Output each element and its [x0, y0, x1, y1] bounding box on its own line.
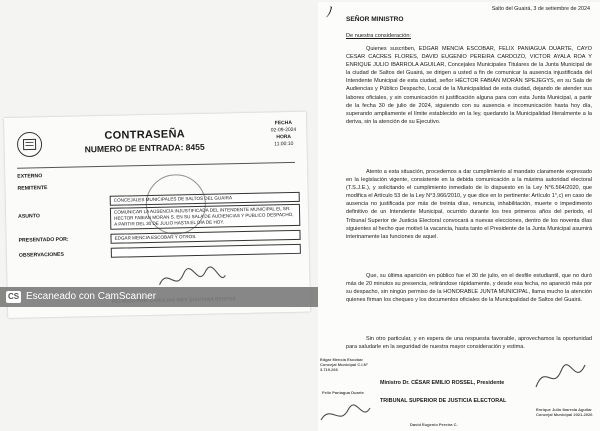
corner-mark: ﾉ — [326, 4, 333, 20]
stamp-right: Enrique Julio Ibarrola Aguilar Concejal Municipal 2021-2026 — [536, 407, 593, 417]
camscanner-logo-icon: CS — [7, 292, 20, 301]
asunto-field: COMUNICAR LA AUSENCIA INJUSTIFICADA DEL INTENDENTE MUNICIPAL EL SR. HECTOR FABIAN MORAN S. EN SU SALA DE AUDIENCIAS Y PUBLICO DESPACHO, A PARTIR DEL 30 DE JULIO HASTA EL DIA DE HOY. — [110, 204, 300, 230]
time-label: HORA — [276, 133, 292, 141]
paragraph-2: Atento a esta situación, procedemos a dar cumplimiento al mandato claramente expresado en la legislación vigente, consistente en la debida comunicación a la máxima autoridad electoral (T.S.J.E.), y solicitando el cumplimiento inmediato de lo dispuesto en la Ley N°6.564/2020, que modifica el Artículo 53 de la Ley N°3.966/2010, y que dice en lo pertinente: Artículo 1°,c) en caso de ausencia no justificada por más de treinta días, renuncia, inhabilitación, muerte o impedimento definitivo de un Intendente Municipal, ocurrido durante los tres primeros años del periodo, el Tribunal Superior de Justicia Electoral convocará a nuevas elecciones, dentro de los noventa días siguientes al hecho que motivó la vacancia, hasta tanto el Presidente de la Junta Municipal asumirá interinamente las funciones de aquel. — [346, 169, 592, 240]
tribunal-name: TRIBUNAL SUPERIOR DE JUSTICIA ELECTORAL — [380, 398, 507, 404]
label-externo: EXTERNO — [17, 173, 43, 180]
receipt-meta — [271, 120, 297, 149]
paragraph-1: Quienes suscriben, EDGAR MENCIA ESCOBAR, FELIX PANIAGUA DUARTE, CAYO CESAR CACRES FLORES, DAVID EUGENIO PEREIRA CARDOZO, VICTOR AYALA ROA Y ENRIQUE JULIO IBARROLA AGUILAR, Concejales Municipales Titulares de la Junta Municipal de la ciudad de Saltos del Guairá, se dirigen a usted a fin de comunicar la ausencia injustificada del Intendente Municipal de esta ciudad, señor HÉCTOR FABIÁN MORÁN SPEJEGYS, en su Sala de Audiencias y Público Despacho, Local de la Municipalidad de esta ciudad, dejando de atender sus labores oficiales, y sin comunicación ni justificación alguna para con esta Junta Municipal, a partir de la fecha 30 de julio de 2024, siguiendo con su ausencia e incomunicación hasta hoy día, superando ampliamente el límite establecido en la ley, quedando la Municipalidad literalmente a la deriva, sin la atención de su Ejecutivo. — [346, 46, 592, 125]
stamp-left: Edgar Mencia Escobar Concejal Municipal C.I.N° 3.719.266 — [320, 357, 369, 372]
place-date: Salto del Guairá, 3 de setiembre de 2024 — [491, 6, 590, 12]
entry-number: NUMERO DE ENTRADA: 8455 — [84, 141, 205, 155]
remitente-field: CONCEJALES MUNICIPALES DE SALTOS DEL GUAIRA — [110, 192, 300, 206]
presentado-field: EDGAR MENCIA ESCOBAR Y OTROS. — [110, 230, 300, 244]
observaciones-field — [111, 244, 301, 258]
label-remitente: REMITENTE — [17, 185, 48, 192]
closing: Sin otro particular, y en espera de una respuesta favorable, aprovechamos la oportunidad para saludarle en la seguridad de nuestra mayor consideración y estima. — [346, 336, 592, 351]
divider — [17, 162, 295, 168]
label-asunto: ASUNTO — [18, 213, 40, 220]
greeting: De nuestra consideración: — [346, 33, 411, 39]
electoral-seal-icon — [14, 129, 45, 160]
minister-name: Ministro Dr. CÉSAR EMILIO ROSSEL, Presidente — [380, 380, 505, 386]
addressee: SEÑOR MINISTRO — [346, 16, 404, 23]
camscanner-label: Escaneado con CamScanner — [26, 291, 157, 302]
letter-sheet — [318, 2, 600, 431]
receipt-title: CONTRASEÑA — [104, 128, 186, 142]
time-value: 11:00:10 — [274, 140, 294, 148]
date-label: FECHA — [274, 119, 293, 127]
signature-left — [318, 402, 373, 428]
stamp-bottom: David Eugenio Pereira C. — [410, 422, 458, 427]
paragraph-3: Que, su última aparición en público fue el 30 de julio, en el desfile estudiantil, que no duró más de 20 minutos su presencia, retirándose rápidamente, y desde esa fecha, no apareció más por su despacho, sin ningún permiso de la HONORABLE JUNTA MUNICIPAL, llama mucho la atención quienes firman los cheques y los documentos oficiales de la Municipalidad de Saltos del Guairá. — [346, 273, 592, 304]
label-observaciones: OBSERVACIONES — [18, 251, 65, 259]
date-value: 02-09-2024 — [270, 126, 297, 134]
label-presentado: PRESENTADO POR: — [18, 236, 69, 244]
stamp-left-2: Felix Paniagua Duarte — [322, 390, 364, 395]
signature-right — [533, 357, 588, 397]
